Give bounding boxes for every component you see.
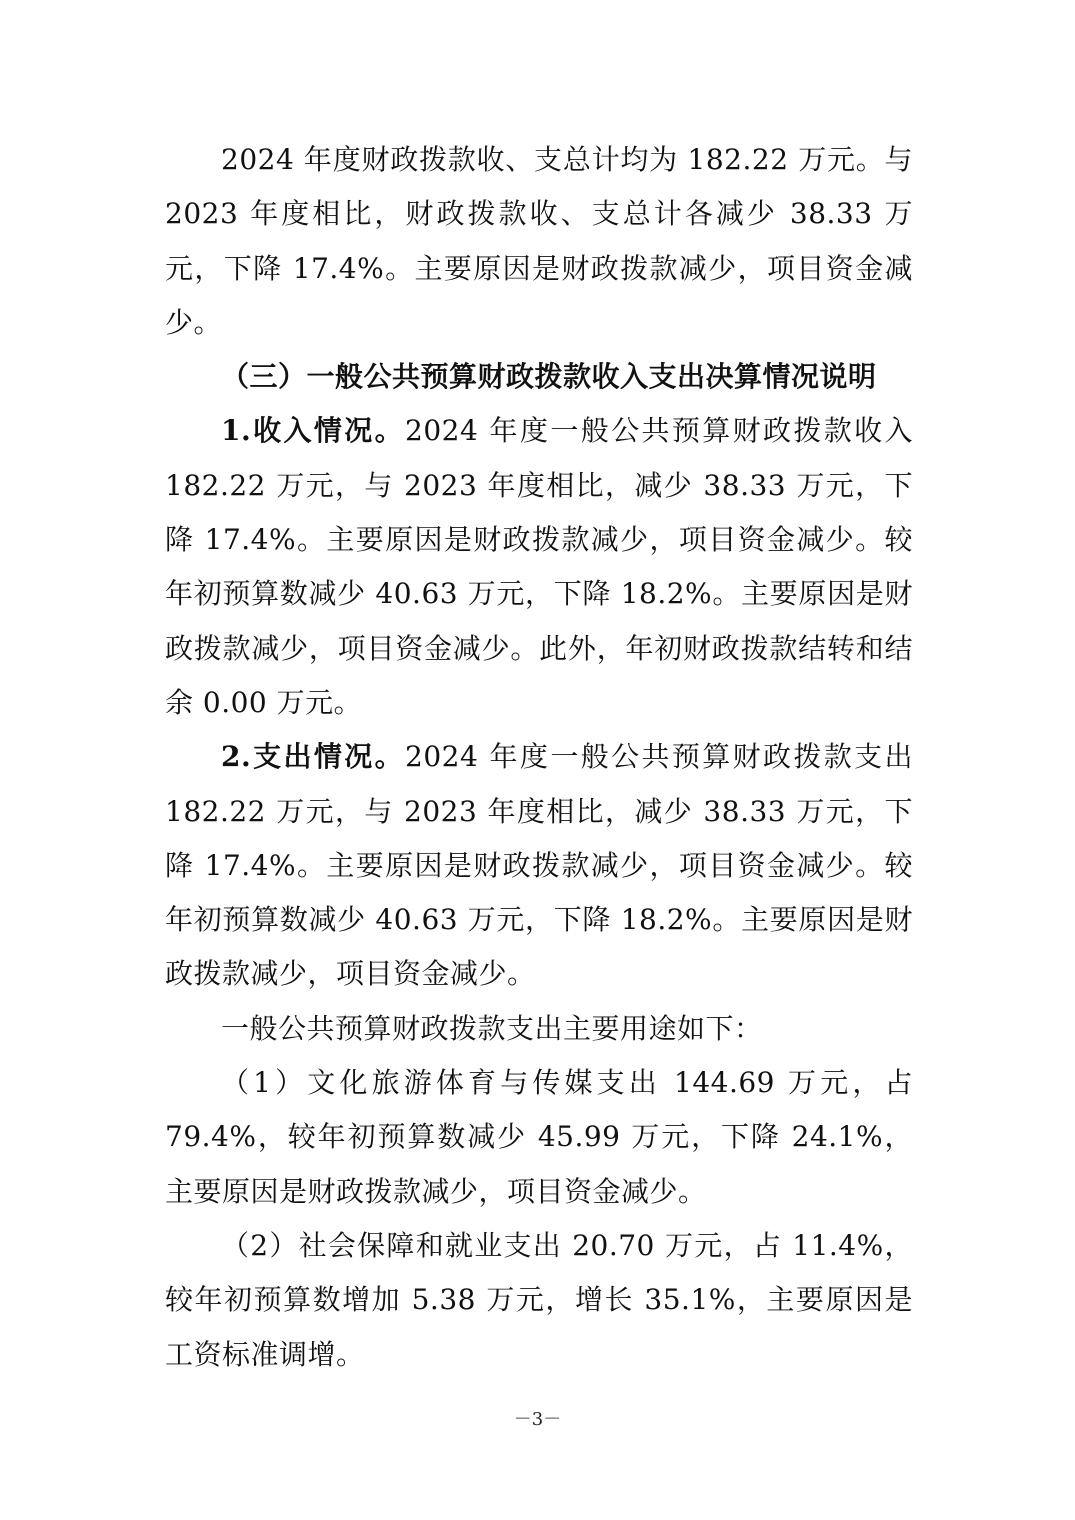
paragraph-item-2 [165,1219,913,1382]
paragraph-income [165,404,913,730]
paragraph-text: 2024 年度财政拨款收、支总计均为 182.22 万元。与 2023 年度相比，财政拨款收、支总计各减少 38.33 万元，下降 17.4%。主要原因是财政拨款减少，项目资金减少。 [165,143,913,339]
document-body [165,133,913,1382]
paragraph-text: 一般公共预算财政拨款支出主要用途如下： [221,1011,763,1045]
paragraph-text: 2024 年度一般公共预算财政拨款收入 182.22 万元，与 2023 年度相比，减少 38.33 万元，下降 17.4%。主要原因是财政拨款减少，项目资金减少。较年初预算数减少 40.63 万元，下降 18.2%。主要原因是财政拨款减少，项目资金减少。此外，年初财政拨款结转和结余 0.00 万元。 [165,414,913,719]
section-heading-text: （三）一般公共预算财政拨款收入支出决算情况说明 [221,360,877,394]
paragraph-text: 2024 年度一般公共预算财政拨款支出 182.22 万元，与 2023 年度相比，减少 38.33 万元，下降 17.4%。主要原因是财政拨款减少，项目资金减少。较年初预算数减少 40.63 万元，下降 18.2%。主要原因是财政拨款减少，项目资金减少。 [165,740,913,991]
paragraph-summary [165,133,913,350]
paragraph-lead: 1.收入情况。 [221,414,406,448]
paragraph-item-1 [165,1056,913,1219]
paragraph-text: （1）文化旅游体育与传媒支出 144.69 万元，占 79.4%，较年初预算数减少 45.99 万元，下降 24.1%，主要原因是财政拨款减少，项目资金减少。 [165,1066,913,1208]
paragraph-uses-intro [165,1002,913,1056]
paragraph-lead: 2.支出情况。 [221,740,406,774]
paragraph-expenditure [165,730,913,1001]
page-number: －3－ [513,1409,562,1430]
section-heading [165,350,913,404]
paragraph-text: （2）社会保障和就业支出 20.70 万元，占 11.4%，较年初预算数增加 5.38 万元，增长 35.1%，主要原因是工资标准调增。 [165,1228,913,1371]
